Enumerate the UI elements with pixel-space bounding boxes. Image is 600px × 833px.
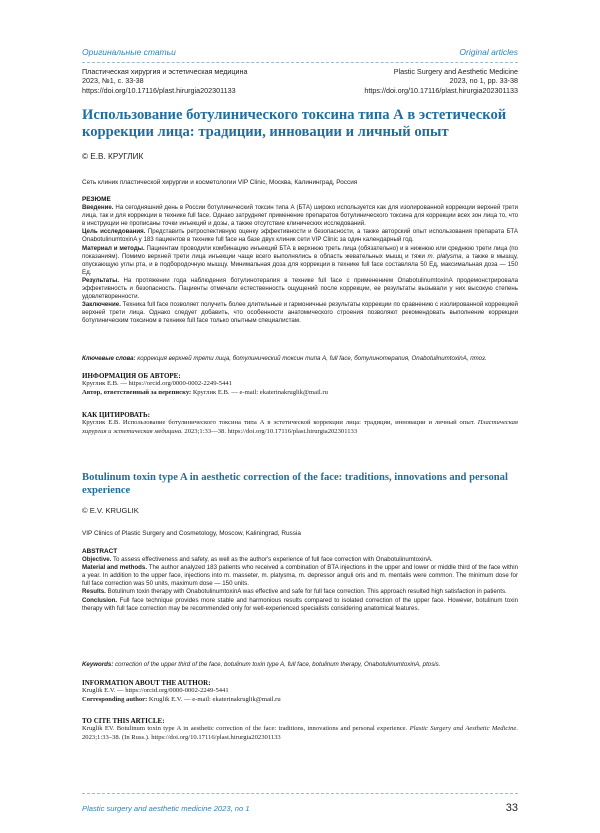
article-title-ru: Использование ботулинического токсина типа А в эстетической коррекции лица: традиции, инновации и личный опыт [82,107,507,140]
abstract-methods-en [82,564,518,588]
affiliation-en: VIP Clinics of Plastic Surgery and Cosmetology, Moscow, Kaliningrad, Russia [82,530,301,537]
conclusion-text-ru: Техника full face позволяет получить более длительные и гармоничные результаты коррекции по сравнению с изолированной коррекцией верхней трети лица. Однако следует добавить, что особенности анатомического строения позволяют рекомендовать выполнение коррекции ботулиническим токсином в технике full face только опытным специалистам. [82,301,518,325]
author-en: © E.V. KRUGLIK [82,506,139,515]
bottom-divider [82,793,518,794]
cite-body-en [82,725,518,742]
abstract-results-ru [82,277,518,301]
author-info-ru [82,372,518,397]
cite-heading-ru: КАК ЦИТИРОВАТЬ: [82,411,150,419]
corr-label-en: Corresponding author: [82,695,148,703]
cite-text-en: Kruglik EV. Botulinum toxin type A in aesthetic correction of the face: traditions, innovations and personal experience. [82,725,410,733]
author-info-en [82,679,518,704]
doi-link-ru[interactable]: https://doi.org/10.17116/plast.hirurgia202301133 [82,85,236,95]
abstract-ru [82,196,518,326]
doi-link-en[interactable]: https://doi.org/10.17116/plast.hirurgia202301133 [364,85,518,95]
keywords-text-en: correction of the upper third of the face, botulinum toxin type A, full face, botulinum therapy, OnabotulinumtoxinA, ptosis. [113,661,441,668]
cite-journal-en: Plastic Surgery and Aesthetic Medicine. [409,725,519,733]
author-info-heading-en: INFORMATION ABOUT THE AUTHOR: [82,679,211,687]
author-orcid-en[interactable]: Kruglik E.V. — https://orcid.org/0000-0002-2249-5441 [82,687,229,695]
abstract-en [82,548,518,613]
aim-text-ru: Представить ретроспективную оценку эффективности и безопасности, а также авторский опыт использования препарата БТА OnabotulinumtoxinA у 183 пациентов в технике full face на базе двух клиник сети VIP Clinic за один календарный год. [82,228,518,244]
journal-issue-ru: 2023, №1, с. 33-38 [82,76,144,86]
journal-meta-ru [82,67,248,95]
objective-label-en: Objective. [82,556,112,564]
author-orcid-ru[interactable]: Круглик Е.В. — https://orcid.org/0000-0002-2249-5441 [82,380,232,388]
intro-label-ru: Введение. [82,204,114,212]
objective-text-en: To assess effectiveness and safety, as well as the author's experience of full face correction with OnabotulinumtoxinA. [111,556,433,564]
results-label-ru: Результаты. [82,276,120,284]
abstract-aim-ru [82,228,518,244]
cite-tail-ru[interactable]: 2023;1:33—38. https://doi.org/10.17116/plast.hirurgia202301133 [182,427,358,435]
page-footer [82,802,518,814]
results-label-en: Results. [82,588,106,596]
article-title-en: Botulinum toxin type A in aesthetic correction of the face: traditions, innovations and personal experience [82,472,508,497]
author-info-heading-ru: ИНФОРМАЦИЯ ОБ АВТОРЕ: [82,372,181,380]
citation-ru [82,411,518,436]
journal-issue-en: 2023, no 1, pp. 33-38 [449,76,518,86]
results-text-ru: На протяжении года наблюдения ботулинотерапия в технике full face с применением OnabotulinumtoxinA продемонстрировала эффективность и безопасность. Пациенты отмечали естественность ощущений после коррекции, ее результаты вызывали у них высокую степень удовлетворенности. [82,276,518,301]
journal-meta-en [364,67,518,95]
corresponding-author-ru [82,389,518,397]
cite-text-ru: Круглик Е.В. Использование ботулинического токсина типа А в эстетической коррекции лица: традиции, инновации и личный опыт. [82,419,478,427]
abstract-conclusion-en [82,597,518,613]
journal-name-ru: Пластическая хирургия и эстетическая медицина [82,67,248,76]
conclusion-label-ru: Заключение. [82,301,121,309]
corr-text-en: Kruglik E.V. — e-mail: ekaterinakruglik@mail.ru [147,695,281,703]
section-header [82,47,518,57]
cite-body-ru [82,419,518,436]
intro-text-ru: На сегодняшний день в России ботулинический токсин типа А (БТА) широко используется как для изолированной коррекции верхней трети лица, так и для коррекции в технике full face. Однако затрудняет применение препаратов ботулинического токсина для коррекции всех зон лица то, что в инструкции не прописаны точки инъекций и дозы, а также отсутствие клинических исследований. [82,204,518,228]
affiliation-ru: Сеть клиник пластической хирургии и косметологии VIP Clinic, Москва, Калининград, Россия [82,179,358,186]
conclusion-label-en: Conclusion. [82,596,118,604]
methods-label-ru: Материал и методы. [82,244,145,252]
footer-journal: Plastic surgery and aesthetic medicine 2023, no 1 [82,803,250,813]
corresponding-author-en [82,696,518,704]
abstract-methods-ru [82,245,518,277]
journal-meta [82,67,518,95]
keywords-en [82,661,518,669]
keywords-label-ru: Ключевые слова: [82,355,136,362]
cite-heading-en: TO CITE THIS ARTICLE: [82,717,165,725]
citation-en [82,717,518,742]
methods-text-ru-1: Пациентам проводили комбинацию инъекций БТА в верхнюю треть лица (обязательно) и в нижнюю или среднюю трети лица (по показаниям). Помимо верхней трети лица инъекции чаще всего выполнялись в область жевательных мышц и тяжи [82,244,518,260]
section-label-ru: Оригинальные статьи [82,47,176,57]
abstract-conclusion-ru [82,301,518,325]
abstract-objective-en [82,556,518,564]
methods-italic-ru: m. platysma [427,252,462,260]
keywords-ru [82,355,518,363]
section-label-en: Original articles [459,47,518,57]
methods-text-en: The author analyzed 183 patients who received a combination of BTA injections in the upper and lower or middle third of the face within a year. In addition to the upper face, injections into m. masseter, m. platysma, m. depressor anguli oris and m. mentalis were common. The minimum dose for full face correction was 50 units, maximum dose — 150 units. [82,564,518,588]
corr-text-ru: Круглик Е.В. — e-mail: ekaterinakruglik@mail.ru [191,388,328,396]
cite-journal-ru: Пластическая хирургия и эстетическая медицина. [82,419,518,435]
keywords-text-ru: коррекция верхней трети лица, ботулинический токсин типа А, full face, ботулинотерапия, OnabotulinumtoxinA, птоз. [135,355,487,362]
top-divider [82,62,518,63]
abstract-intro-ru [82,204,518,228]
journal-name-en: Plastic Surgery and Aesthetic Medicine [393,67,518,76]
abstract-heading-ru: РЕЗЮМЕ [82,196,111,203]
corr-label-ru: Автор, ответственный за переписку: [82,388,192,396]
aim-label-ru: Цель исследования. [82,228,146,236]
abstract-results-en [82,588,518,596]
abstract-heading-en: ABSTRACT [82,548,118,555]
author-ru: © Е.В. КРУГЛИК [82,152,144,161]
page-number: 33 [505,802,518,814]
keywords-label-en: Keywords: [82,661,114,668]
methods-label-en: Material and methods. [82,564,148,572]
conclusion-text-en: Full face technique provides more stable and harmonious results compared to isolated correction of the upper face. However, botulinum toxin therapy with full face correction may be recommended only for well-experienced specialists considering anatomical features. [82,596,518,612]
cite-tail-en[interactable]: 2023;1:33–38. (In Russ.). https://doi.org/10.17116/plast.hirurgia202301133 [82,733,281,741]
results-text-en: Botulinum toxin therapy with OnabotulinumtoxinA was effective and safe for full face correction. This approach resulted high satisfaction in patients. [105,588,507,596]
methods-text-ru-2: , а также в мышцу, опускающую углы рта, и в подбородочную мышцу. Минимальная доза для коррекции в технике full face составляла 50 Ед, максимальная доза — 150 Ед. [82,252,518,276]
